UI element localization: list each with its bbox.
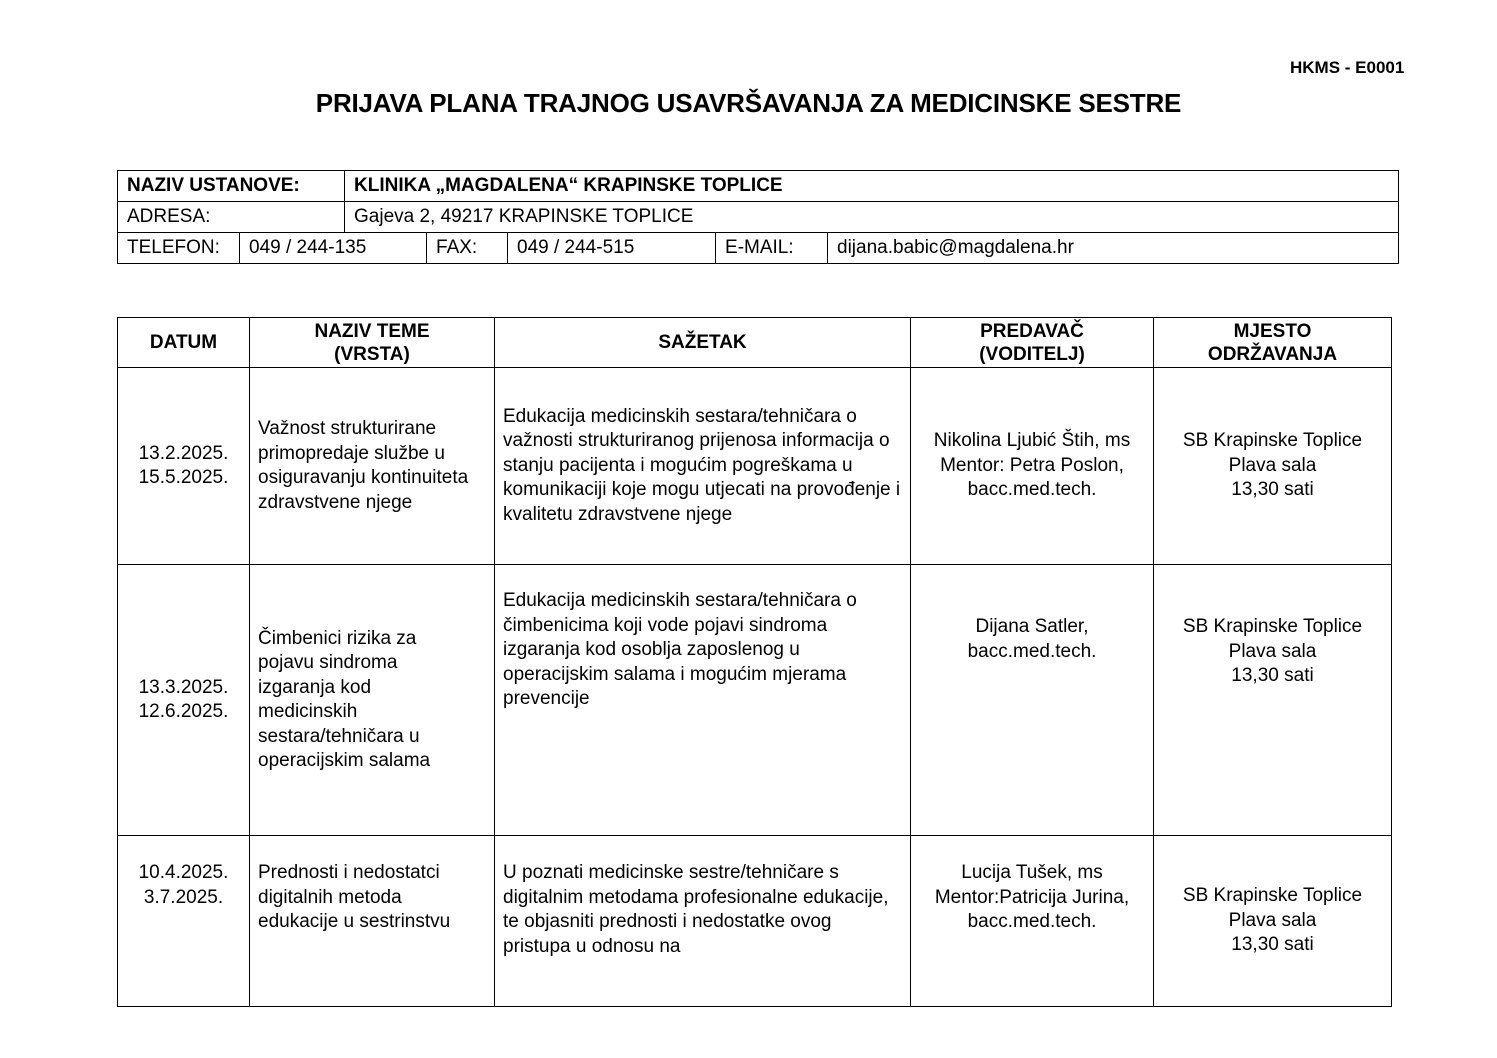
row-lecturer: Lucija Tušek, ms Mentor:Patricija Jurina, bacc.med.tech. <box>911 836 1154 1007</box>
schedule-header-row <box>118 318 1392 368</box>
address-row <box>118 202 1399 233</box>
row-summary: U poznati medicinske sestre/tehničare s digitalnim metodama profesionalne edukacije, te objasniti prednosti i nedostatke ovog pristupa u odnosu na <box>495 836 911 1007</box>
row-lecturer: Dijana Satler, bacc.med.tech. <box>911 565 1154 836</box>
header-lecturer: PREDAVAČ (VODITELJ) <box>911 318 1154 368</box>
row-summary: Edukacija medicinskih sestara/tehničara o važnosti strukturiranog prijenosa informacija o stanju pacijenta i mogućim pogreškama u komunikaciji koje mogu utjecati na provođenje i kvalitetu zdravstvene njege <box>495 368 911 565</box>
phone-value: 049 / 244-135 <box>240 233 427 264</box>
schedule-table <box>117 317 1392 1007</box>
table-row <box>118 368 1392 565</box>
row-place: SB Krapinske Toplice Plava sala 13,30 sati <box>1154 368 1392 565</box>
row-topic: Važnost strukturirane primopredaje službe u osiguravanju kontinuiteta zdravstvene njege <box>250 368 495 565</box>
row-dates: 13.2.2025. 15.5.2025. <box>118 368 250 565</box>
email-value: dijana.babic@magdalena.hr <box>828 233 1399 264</box>
row-topic: Prednosti i nedostatci digitalnih metoda edukacije u sestrinstvu <box>250 836 495 1007</box>
document-code: HKMS - E0001 <box>1290 58 1405 77</box>
row-summary: Edukacija medicinskih sestara/tehničara o čimbenicima koji vode pojavi sindroma izgaranja kod osoblja zaposlenog u operacijskim salama i mogućim mjerama prevencije <box>495 565 911 836</box>
email-label: E-MAIL: <box>716 233 828 264</box>
row-lecturer: Nikolina Ljubić Štih, ms Mentor: Petra Poslon, bacc.med.tech. <box>911 368 1154 565</box>
address-value: Gajeva 2, 49217 KRAPINSKE TOPLICE <box>345 202 1399 233</box>
header-place: MJESTO ODRŽAVANJA <box>1154 318 1392 368</box>
institution-name-value: KLINIKA „MAGDALENA“ KRAPINSKE TOPLICE <box>345 171 1399 202</box>
row-place: SB Krapinske Toplice Plava sala 13,30 sati <box>1154 565 1392 836</box>
header-summary: SAŽETAK <box>495 318 911 368</box>
table-row <box>118 565 1392 836</box>
institution-name-row <box>118 171 1399 202</box>
contact-row <box>118 233 1399 264</box>
header-topic: NAZIV TEME (VRSTA) <box>250 318 495 368</box>
fax-value: 049 / 244-515 <box>508 233 716 264</box>
header-datum: DATUM <box>118 318 250 368</box>
row-place: SB Krapinske Toplice Plava sala 13,30 sati <box>1154 836 1392 1007</box>
phone-label: TELEFON: <box>118 233 240 264</box>
table-row <box>118 836 1392 1007</box>
row-dates: 13.3.2025. 12.6.2025. <box>118 565 250 836</box>
institution-table <box>117 170 1399 264</box>
institution-name-label: NAZIV USTANOVE: <box>118 171 345 202</box>
page-title: PRIJAVA PLANA TRAJNOG USAVRŠAVANJA ZA MEDICINSKE SESTRE <box>315 88 1182 118</box>
row-dates: 10.4.2025. 3.7.2025. <box>118 836 250 1007</box>
fax-label: FAX: <box>427 233 508 264</box>
address-label: ADRESA: <box>118 202 345 233</box>
row-topic: Čimbenici rizika za pojavu sindroma izgaranja kod medicinskih sestara/tehničara u operacijskim salama <box>250 565 495 836</box>
